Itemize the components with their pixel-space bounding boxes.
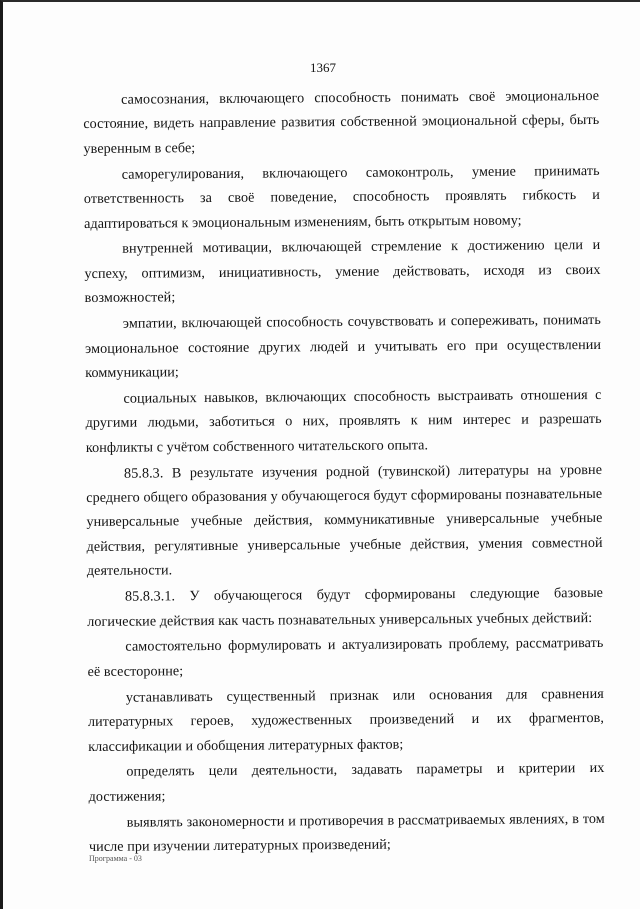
list-item-goals: определять цели деятельности, задавать параметры и критерии их достижения; [88, 760, 605, 805]
list-item-comparison-criteria: устанавливать существенный признак или основания для сравнения литературных героев, художественных произведений и их фрагментов, классификации и обобщения литературных фактов; [87, 685, 605, 755]
paragraph-inner-motivation: внутренней мотивации, включающей стремление к достижению цели и успеху, оптимизм, инициативность, умение действовать, исходя из своих возможностей; [84, 237, 601, 307]
page-number: 1367 [310, 60, 336, 75]
document-body [83, 84, 605, 861]
footer-program-label: Программа - 03 [89, 854, 142, 863]
paragraph-social-skills: социальных навыков, включающих способность выстраивать отношения с другими людьми, заботиться о них, проявлять к ним интерес и разрешать конфликты с учётом собственного читательского опыта. [85, 386, 602, 456]
list-item-patterns: выявлять закономерности и противоречия в рассматриваемых явлениях, в том числе при изучении литературных произведений; [88, 810, 605, 856]
list-item-formulate-problem: самостоятельно формулировать и актуализировать проблему, рассматривать её всесторонне; [87, 635, 604, 680]
paragraph-self-regulation: саморегулирования, включающего самоконтроль, умение принимать ответственность за своё поведение, способность проявлять гибкость и адаптироваться к эмоциональным изменениям, быть открытым новому; [83, 162, 600, 232]
paragraph-empathy: эмпатии, включающей способность сочувствовать и сопереживать, понимать эмоциональное состояние других людей и учитывать его при осуществлении коммуникации; [84, 312, 602, 381]
paragraph-section-85-8-3-1: 85.8.3.1. У обучающегося будут сформированы следующие базовые логические действия как часть познавательных универсальных учебных действий: [87, 585, 604, 630]
paragraph-section-85-8-3: 85.8.3. В результате изучения родной (тувинской) литературы на уровне среднего общего образования у обучающегося будут сформированы познавательные универсальные учебные действия, коммуникативные универсальные учебные действия, регулятивные универсальные учебные действия, умения совместной деятельности. [86, 461, 603, 580]
paragraph-self-awareness: самосознания, включающего способность понимать своё эмоциональное состояние, видеть направление развития собственной эмоциональной сферы, быть уверенным в себе; [83, 87, 600, 157]
